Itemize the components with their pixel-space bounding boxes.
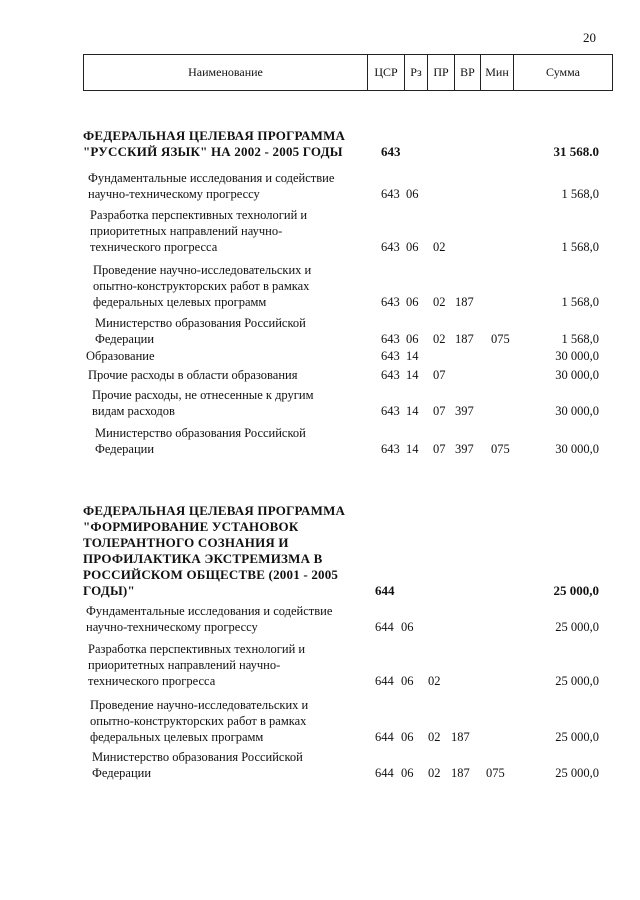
row-name: Разработка перспективных технологий и приоритетных направлений научно- технического прогресса <box>88 642 306 688</box>
row-rz: 06 <box>406 240 419 254</box>
row-pr: 07 <box>433 442 446 456</box>
row-csr: 644 <box>375 730 394 744</box>
row-pr: 02 <box>428 674 441 688</box>
row-csr: 643 <box>381 240 400 254</box>
row-rz: 14 <box>406 368 419 382</box>
row-sum: 30 000,0 <box>555 368 599 382</box>
row-name: Министерство образования Российской Федерации <box>95 316 306 346</box>
row-name: ФЕДЕРАЛЬНАЯ ЦЕЛЕВАЯ ПРОГРАММА "ФОРМИРОВАНИЕ УСТАНОВОК ТОЛЕРАНТНОГО СОЗНАНИЯ И ПРОФИЛАКТИКА ЭКСТРЕМИЗМА В РОССИЙСКОМ ОБЩЕСТВЕ (2001 - 2005 ГОДЫ)" <box>83 503 346 598</box>
row-pr: 02 <box>433 240 446 254</box>
row-rz: 14 <box>406 349 419 363</box>
row-csr: 644 <box>375 583 395 598</box>
row-sum: 25 000,0 <box>555 766 599 780</box>
row-name: Прочие расходы в области образования <box>88 368 298 382</box>
row-csr: 643 <box>381 404 400 418</box>
row-csr: 644 <box>375 674 394 688</box>
row-sum: 30 000,0 <box>555 404 599 418</box>
row-sum: 25 000,0 <box>555 730 599 744</box>
row-sum: 1 568,0 <box>561 240 599 254</box>
row-csr: 643 <box>381 332 400 346</box>
row-vr: 187 <box>455 295 474 309</box>
row-rz: 06 <box>406 187 419 201</box>
header-rz: Рз <box>404 55 427 90</box>
row-vr: 187 <box>451 730 470 744</box>
row-csr: 644 <box>375 766 394 780</box>
header-vr: ВР <box>454 55 480 90</box>
row-sum: 30 000,0 <box>555 349 599 363</box>
row-name: Министерство образования Российской Федерации <box>95 426 306 456</box>
row-name: Разработка перспективных технологий и приоритетных направлений научно- технического прогресса <box>90 208 308 254</box>
row-name: ФЕДЕРАЛЬНАЯ ЦЕЛЕВАЯ ПРОГРАММА "РУССКИЙ ЯЗЫК" НА 2002 - 2005 ГОДЫ <box>83 128 346 159</box>
row-sum: 25 000,0 <box>553 583 599 598</box>
row-pr: 02 <box>428 730 441 744</box>
row-csr: 643 <box>381 368 400 382</box>
row-sum: 1 568,0 <box>561 187 599 201</box>
row-min: 075 <box>486 766 505 780</box>
page-number: 20 <box>583 30 596 45</box>
header-pr: ПР <box>427 55 454 90</box>
row-sum: 25 000,0 <box>555 620 599 634</box>
row-rz: 06 <box>401 766 414 780</box>
row-csr: 643 <box>381 144 401 159</box>
row-pr: 07 <box>433 404 446 418</box>
row-csr: 643 <box>381 349 400 363</box>
row-rz: 06 <box>406 332 419 346</box>
row-vr: 397 <box>455 442 474 456</box>
row-name: Фундаментальные исследования и содействие научно-техническому прогрессу <box>88 171 335 201</box>
row-rz: 14 <box>406 404 419 418</box>
row-pr: 02 <box>428 766 441 780</box>
row-rz: 06 <box>401 620 414 634</box>
row-sum: 1 568,0 <box>561 332 599 346</box>
row-name: Проведение научно-исследовательских и опытно-конструкторских работ в рамках федеральных целевых программ <box>90 698 309 744</box>
row-rz: 06 <box>401 674 414 688</box>
row-sum: 1 568,0 <box>561 295 599 309</box>
row-pr: 02 <box>433 332 446 346</box>
row-csr: 643 <box>381 187 400 201</box>
row-csr: 643 <box>381 442 400 456</box>
row-sum: 25 000,0 <box>555 674 599 688</box>
row-min: 075 <box>491 332 510 346</box>
row-rz: 06 <box>401 730 414 744</box>
row-name: Прочие расходы, не отнесенные к другим видам расходов <box>92 388 314 418</box>
row-pr: 02 <box>433 295 446 309</box>
row-name: Образование <box>86 349 155 363</box>
row-sum: 30 000,0 <box>555 442 599 456</box>
header-name: Наименование <box>188 65 263 79</box>
header-csr: ЦСР <box>367 55 404 90</box>
row-csr: 644 <box>375 620 394 634</box>
row-vr: 187 <box>455 332 474 346</box>
row-vr: 397 <box>455 404 474 418</box>
header-sum: Сумма <box>513 55 612 90</box>
row-sum: 31 568.0 <box>553 144 599 159</box>
row-pr: 07 <box>433 368 446 382</box>
row-name: Проведение научно-исследовательских и опытно-конструкторских работ в рамках федеральных целевых программ <box>93 263 312 309</box>
row-rz: 14 <box>406 442 419 456</box>
row-name: Фундаментальные исследования и содействие научно-техническому прогрессу <box>86 604 333 634</box>
row-vr: 187 <box>451 766 470 780</box>
row-csr: 643 <box>381 295 400 309</box>
row-min: 075 <box>491 442 510 456</box>
header-min: Мин <box>480 55 513 90</box>
row-name: Министерство образования Российской Федерации <box>92 750 303 780</box>
row-rz: 06 <box>406 295 419 309</box>
